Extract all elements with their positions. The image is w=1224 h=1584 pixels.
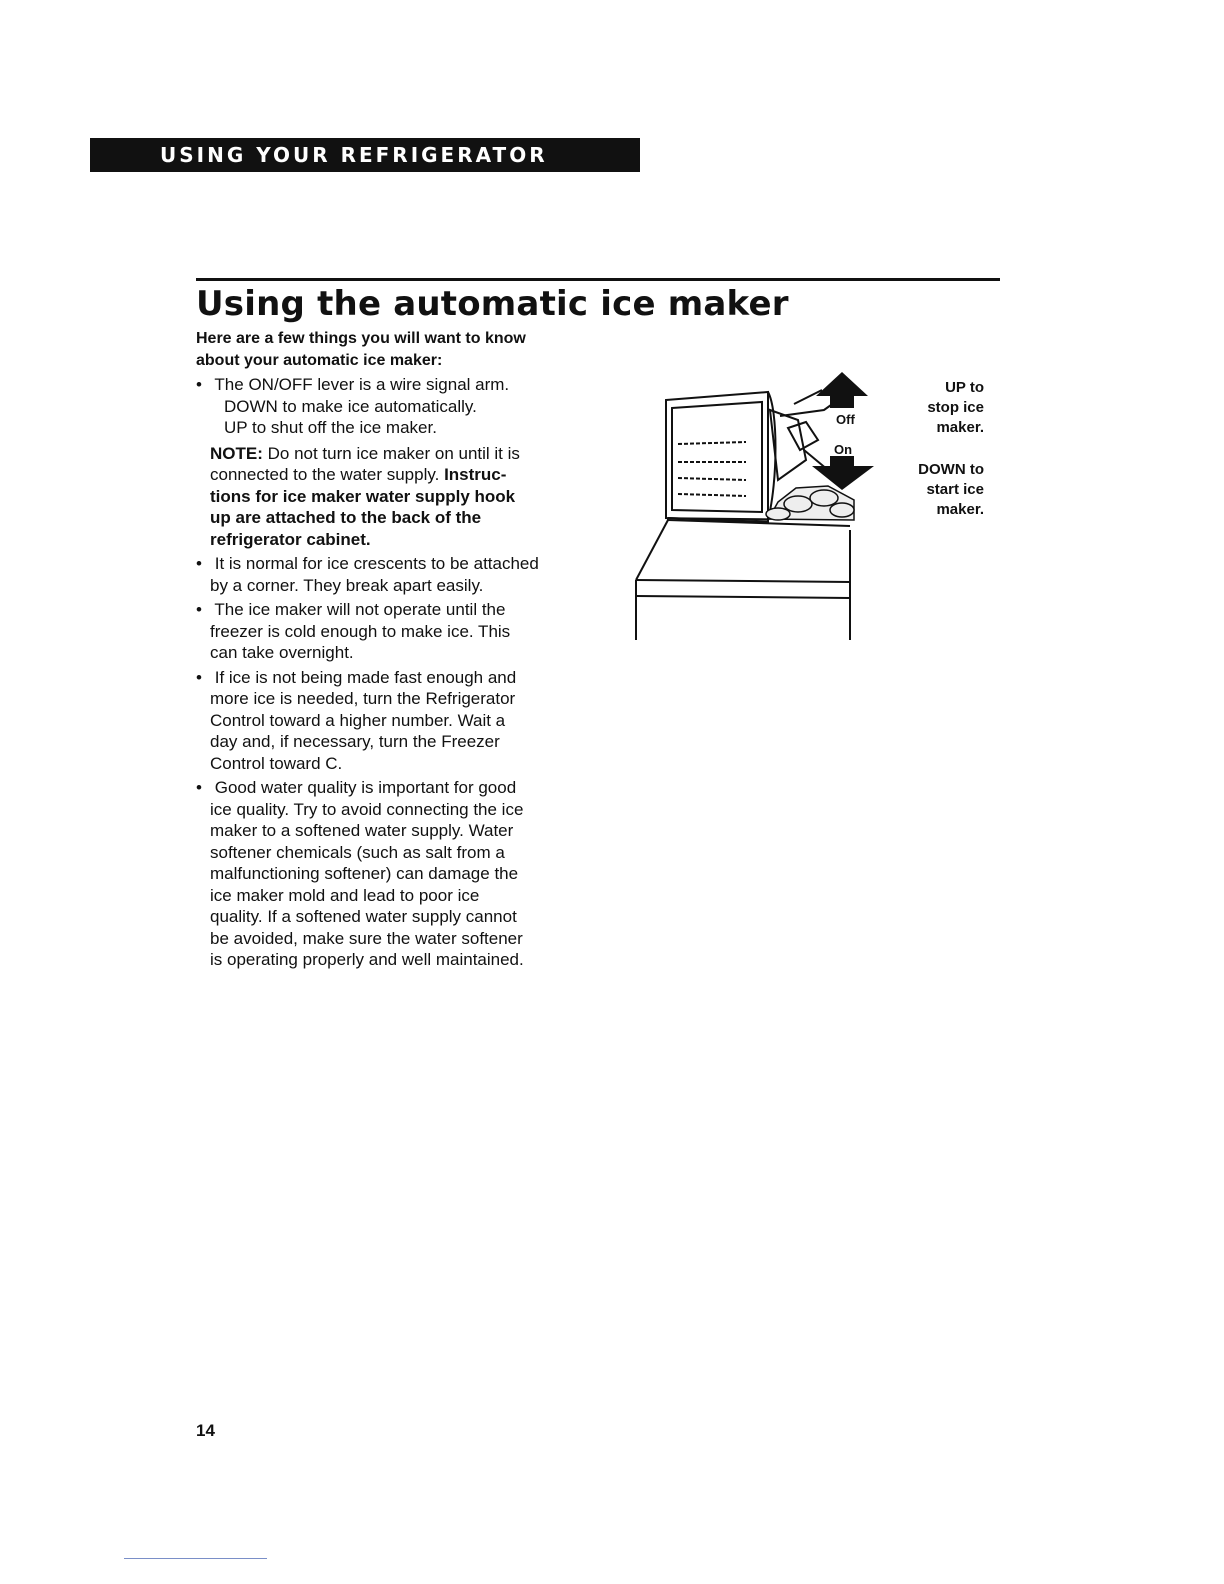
water-line: be avoided, make sure the water softener <box>210 928 523 948</box>
caption-down-line: start ice <box>926 481 984 498</box>
list-item-crescents <box>196 553 596 596</box>
up-arrow-icon <box>816 372 868 408</box>
speed-line: more ice is needed, turn the Refrigerator <box>210 689 516 708</box>
caption-up-line: UP to <box>945 379 984 396</box>
list-item-water <box>196 777 596 971</box>
speed-line: Control toward a higher number. Wait a <box>210 710 506 730</box>
crescents-line: by a corner. They break apart easily. <box>210 575 484 595</box>
caption-up-line: maker. <box>936 419 984 436</box>
page-number: 14 <box>196 1421 215 1440</box>
cold-line: The ice maker will not operate until the <box>214 600 506 619</box>
lever-line: The ON/OFF lever is a wire signal arm. <box>214 375 510 394</box>
note-bold-line: up are attached to the back of the <box>210 508 482 527</box>
note-paragraph <box>196 443 596 551</box>
list-item-lever <box>196 374 596 396</box>
note-bold-line: tions for ice maker water supply hook <box>210 486 516 506</box>
intro-line: about your automatic ice maker: <box>196 351 443 369</box>
crescents-line: It is normal for ice crescents to be attached <box>214 554 539 573</box>
footer-rule <box>124 1558 267 1559</box>
list-item-cold <box>196 599 596 664</box>
caption-up <box>900 378 984 438</box>
water-line: malfunctioning softener) can damage the <box>210 864 519 883</box>
speed-line: Control toward C. <box>210 753 343 773</box>
water-line: quality. If a softened water supply cannot <box>210 907 517 926</box>
speed-line: day and, if necessary, turn the Freezer <box>210 732 500 751</box>
section-label: USING YOUR REFRIGERATOR <box>160 143 548 167</box>
cold-line: freezer is cold enough to make ice. This <box>210 621 511 641</box>
note-label: NOTE: <box>210 443 263 463</box>
down-arrow-icon <box>812 456 874 490</box>
caption-down <box>900 460 984 520</box>
caption-up-line: stop ice <box>927 399 984 416</box>
note-bold-line: refrigerator cabinet. <box>210 529 371 549</box>
intro-line: Here are a few things you will want to know <box>196 330 526 347</box>
note-bold-line: Instruc- <box>444 465 507 484</box>
page-title: Using the automatic ice maker <box>196 284 789 324</box>
lever-sub-up: UP to shut off the ice maker. <box>224 418 437 437</box>
speed-line: If ice is not being made fast enough and <box>214 667 517 687</box>
water-line: softener chemicals (such as salt from a <box>210 842 505 862</box>
water-line: is operating properly and well maintained. <box>210 950 524 969</box>
caption-down-line: DOWN to <box>918 461 984 478</box>
intro-paragraph <box>196 328 596 371</box>
lever-sub-down: DOWN to make ice automatically. <box>224 396 477 416</box>
label-off: Off <box>836 412 855 427</box>
water-line: ice maker mold and lead to poor ice <box>210 885 480 905</box>
note-line: Do not turn ice maker on until it is <box>267 443 520 463</box>
caption-down-line: maker. <box>936 501 984 518</box>
cold-line: can take overnight. <box>210 643 354 662</box>
water-line: maker to a softened water supply. Water <box>210 821 514 840</box>
body-column <box>196 328 596 971</box>
list-item-speed <box>196 667 596 775</box>
note-line: connected to the water supply. <box>210 465 440 484</box>
section-banner <box>90 138 640 172</box>
water-line: ice quality. Try to avoid connecting the ice <box>210 799 524 819</box>
title-rule <box>196 278 1000 281</box>
water-line: Good water quality is important for good <box>214 778 517 797</box>
ice-maker-illustration <box>628 370 898 650</box>
label-on: On <box>834 442 853 457</box>
